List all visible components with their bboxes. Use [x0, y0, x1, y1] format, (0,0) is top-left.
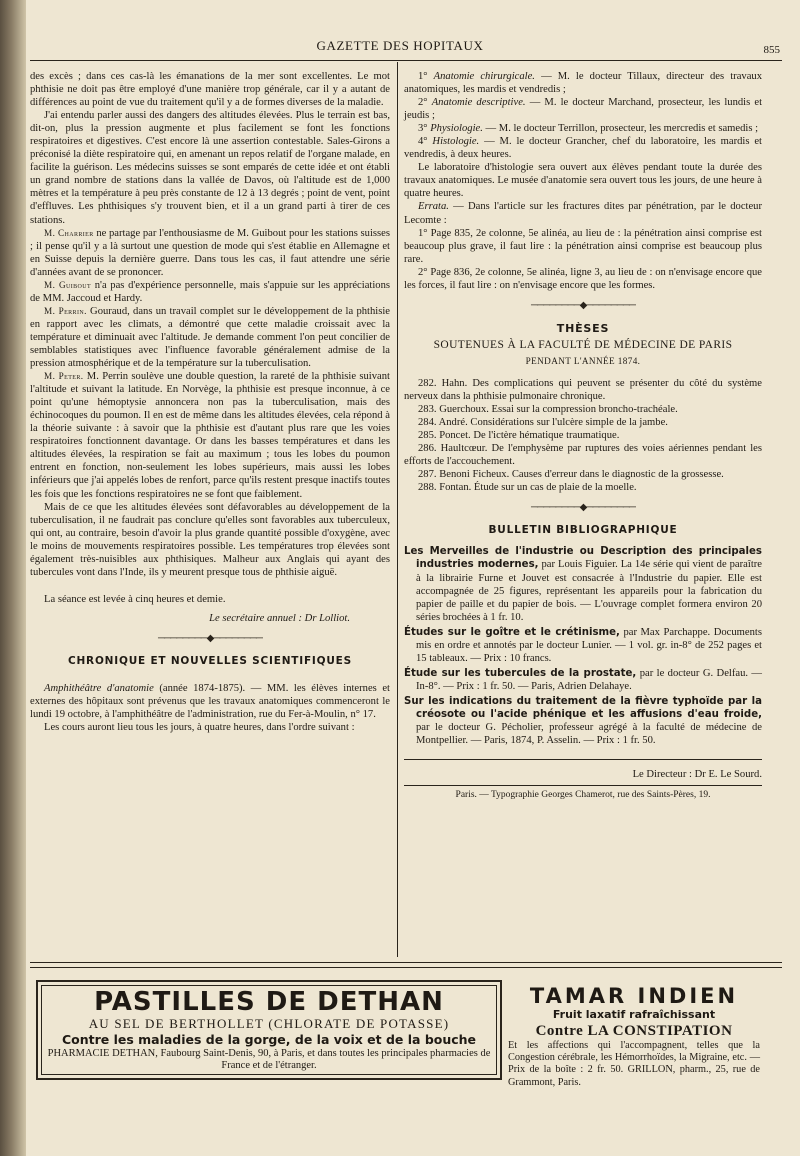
- chronique-heading: CHRONIQUE ET NOUVELLES SCIENTIFIQUES: [67, 654, 353, 667]
- ornamental-rule: ────────◆────────: [157, 632, 263, 644]
- paragraph: J'ai entendu parler aussi des dangers des altitudes élevées. Plus le terrain est bas, dit-on, plus la pression augmente et plus facilement se font les fonctions respiratoires et digestives. C'est encore là une assertion contestable. Sales-Girons a préconisé la diète respiratoire qui, en amenant un repos relatif de l'organe malade, en facilite la guérison. Les médecins suisses se sont emparés de cette idée et ont établi un grand nombre de stations dans la vallée de Davos, où l'altitude est de 1,000 mètres et la température à peu près constante de 12 à 13 degrés ; point de vent, point d'effluves. Les phthisiques s'y trouvent bien, et il a un grand parti à tirer de ces stations.: [30, 110, 390, 226]
- newspaper-title: GAZETTE DES HOPITAUX: [316, 38, 484, 53]
- these-item: 287. Benoni Ficheux. Causes d'erreur dans le diagnostic de la grossesse.: [418, 469, 724, 481]
- biblio-item: Études sur le goître et le crétinisme, par Max Parchappe. Documents mis en ordre et annotés par le docteur Lunier. — 1 vol. gr. in-8° de 252 pages et 15 tableaux. — Prix : 10 francs.: [404, 626, 762, 664]
- ad-details: Et les affections qui l'accompagnent, telles que la Congestion cérébrale, les Hémorrhoïdes, la Migraine, etc. — Prix de la boîte : 2 fr. 50. GRILLON, pharm., 25, rue de Grammont, Paris.: [508, 1040, 760, 1088]
- these-item: 283. Guerchoux. Essai sur la compression broncho-trachéale.: [418, 404, 678, 416]
- speaker-name: M. Peter.: [44, 371, 84, 382]
- footer-rule: [30, 962, 782, 968]
- speaker-name: M. Perrin.: [44, 305, 87, 316]
- course-subject: Anatomie descriptive.: [431, 97, 526, 109]
- these-item: 286. Haultcœur. De l'emphysème par ruptures des voies aériennes pendant les efforts de l'accouchement.: [404, 443, 762, 468]
- biblio-item: Les Merveilles de l'industrie ou Description des principales industries modernes, par Louis Figuier. La 14e série qui vient de paraître à la librairie Furne et Jouvet est consacrée à l'Industrie du papier. Elle est accompagnée de 25 figures, représentant les appareils pour la fabrication du papier de paille et du papier de bois. — L'ouvrage complet formera environ 20 séries brochées à 1 fr. 10.: [404, 546, 762, 623]
- these-item: 284. André. Considérations sur l'ulcère simple de la jambe.: [418, 417, 668, 429]
- biblio-title: Les Merveilles de l'industrie ou Description des principales industries modernes,: [404, 546, 762, 571]
- header-rule: [30, 60, 782, 61]
- lab-note: Le laboratoire d'histologie sera ouvert aux élèves pendant toute la durée des travaux anatomiques. Le musée d'anatomie sera ouvert tous les jours, de une heure à quatre heures.: [404, 162, 762, 200]
- these-item: 288. Fontan. Étude sur un cas de plaie de la moelle.: [418, 482, 637, 494]
- column-divider: [397, 62, 398, 957]
- ornamental-rule: ────────◆────────: [530, 299, 636, 311]
- course-subject: Anatomie chirurgicale.: [433, 71, 535, 82]
- these-item: 282. Hahn. Des complications qui peuvent se présenter du côté du système nerveux dans la phthisie pulmonaire chronique.: [404, 377, 762, 402]
- book-binding-edge: [0, 0, 26, 1156]
- biblio-title: Sur les indications du traitement de la fièvre typhoïde par la créosote ou l'acide phénique et les affusions d'eau froide,: [404, 695, 762, 720]
- chronique-text: (année 1874-1875). — MM. les élèves internes et externes des hôpitaux sont prévenus que les travaux anatomiques commenceront le lundi 19 octobre, à l'amphithéâtre de l'administration, rue du Fer-à-Moulin, n° 17.: [30, 682, 390, 721]
- left-column: [30, 70, 390, 734]
- errata-intro: Errata. — Dans l'article sur les fractures dites par pénétration, par le docteur Lecomte :: [404, 201, 762, 226]
- speaker-paragraph-perrin: [30, 305, 390, 370]
- divider: [404, 759, 762, 760]
- course-subject: Histologie.: [432, 136, 480, 148]
- speaker-name: M. Charrier: [44, 227, 94, 238]
- errata-item: 2° Page 836, 2e colonne, 5e alinéa, ligne 3, au lieu de : on n'envisage encore que les forces, il faut lire : on n'envisage encore que les formes.: [404, 266, 762, 291]
- biblio-item: Sur les indications du traitement de la fièvre typhoïde par la créosote ou l'acide phénique et les affusions d'eau froide, par le docteur G. Pécholier, professeur agrégé à la faculté de médecine de Montpellier. — Paris, 1874, P. Asselin. — Prix : 1 fr. 50.: [404, 695, 762, 747]
- course-item: 1° Anatomie chirurgicale. — M. le docteur Tillaux, directeur des travaux anatomiques, les mardis et vendredis ;: [404, 71, 762, 96]
- right-column: [404, 70, 762, 802]
- page-number: 855: [763, 44, 780, 56]
- ad-divider: [500, 985, 501, 1080]
- ad-subtitle: AU SEL DE BERTHOLLET (CHLORATE DE POTASSE): [88, 1016, 450, 1031]
- theses-subtitle: SOUTENUES À LA FACULTÉ DE MÉDECINE DE PARIS: [433, 338, 733, 351]
- speaker-text: M. Perrin soulève une double question, la rareté de la phthisie suivant l'altitude et suivant la latitude. En Norvège, la phthisie est presque inconnue, à ce point qu'une hémoptysie annoncera non pas la tuberculisation, mais des échinocoques du poumon. Il en est de même dans les altitudes élevées, cela répond à la théorie suivante : à savoir que la phthisie est d'autant plus rare que les voies respiratoires fonctionnent davantage. Or dans les basses températures et dans les altitudes élevées, la respiration se fait au maximum ; tous les lobes du poumon entrent en fonction, non-seulement les lobes supérieurs, mais aussi les lobes inférieurs que j'ai appelés lobes de renfort, parce qu'ils restent presque inactifs toutes les fois que les fonctions respiratoires ne se font que faiblement.: [30, 371, 390, 500]
- errata-item: 1° Page 835, 2e colonne, 5e alinéa, au lieu de : la pénétration ainsi comprise est beaucoup plus grave, il faut lire : la pénétration ainsi comprise est beaucoup plus rare.: [404, 227, 762, 265]
- theses-heading: THÈSES: [556, 321, 610, 335]
- printer-imprint: Paris. — Typographie Georges Chamerot, rue des Saints-Pères, 19.: [455, 790, 711, 801]
- speaker-text: Gouraud, dans un travail complet sur le développement de la phthisie en rapport avec les climats, a démontré que cette maladie croissait avec la température et diminuait avec l'altitude. Je demande comment l'on peut concilier de semblables statistiques avec l'influence favorable généralement admise de la pression atmosphérique et de la température sur la tuberculisation.: [30, 305, 390, 370]
- theses-period: PENDANT L'ANNÉE 1874.: [525, 355, 641, 366]
- director-signature: Le Directeur : Dr E. Le Sourd.: [632, 769, 762, 781]
- ornamental-rule: ────────◆────────: [530, 502, 636, 514]
- speaker-text: n'a pas d'expérience personnelle, mais s'appuie sur les appréciations de MM. Jaccoud et Hardy.: [30, 279, 391, 304]
- secretary-signature: Le secrétaire annuel : Dr Lolliot.: [209, 612, 350, 624]
- divider: [404, 785, 762, 786]
- advertisement-pastilles: [36, 980, 502, 1080]
- chronique-lead: Amphithéâtre d'anatomie: [44, 682, 154, 694]
- paragraph: Les cours auront lieu tous les jours, à quatre heures, dans l'ordre suivant :: [44, 722, 355, 734]
- ad-title: PASTILLES DE DETHAN: [94, 987, 444, 1017]
- session-closing: La séance est levée à cinq heures et demie.: [44, 593, 226, 605]
- speaker-text: ne partage par l'enthousiasme de M. Guibout pour les stations suisses ; il pense qu'il y a là surtout une question de mode qui s'est établie en Allemagne et en Suisse depuis la dernière guerre. Dans tous les cas, il faut attendre une série d'années avant de se prononcer.: [30, 227, 390, 278]
- speaker-name: M. Guibout: [44, 279, 92, 290]
- paragraph: Mais de ce que les altitudes élevées sont défavorables au développement de la tuberculisation, il ne faudrait pas conclure qu'elles sont favorables aux tuberculeux, qui ont, au contraire, besoin d'avoir la plus grande quantité possible d'oxygène, avec le moins de mouvements respiratoires possible. Les températures trop élevées sont également très-nuisibles aux phthisiques. Malheur aux Anglais qui ayant des tubercules vont dans l'Inde, ils y meurent presque tous de phthisie aiguë.: [30, 501, 390, 578]
- course-item: 2° Anatomie descriptive. — M. le docteur Marchand, prosecteur, les lundis et jeudis ;: [404, 97, 763, 122]
- speaker-paragraph-peter: [30, 370, 390, 500]
- course-subject: Physiologie.: [430, 123, 483, 135]
- errata-lead: Errata.: [418, 201, 449, 213]
- biblio-item: Étude sur les tubercules de la prostate, par le docteur G. Delfau. — In-8°. — Prix : 1 fr. 50. — Paris, Adrien Delahaye.: [404, 667, 762, 692]
- ad-title: TAMAR INDIEN: [529, 984, 739, 1008]
- advertisement-tamar: [506, 980, 762, 1088]
- ad-subtitle: Fruit laxatif rafraîchissant: [552, 1008, 716, 1021]
- course-item: 4° Histologie. — M. le docteur Grancher, chef du laboratoire, les mardis et vendredis, à deux heures.: [404, 136, 763, 161]
- biblio-heading: BULLETIN BIBLIOGRAPHIQUE: [488, 524, 678, 537]
- ad-indication: Contre LA CONSTIPATION: [535, 1023, 733, 1039]
- course-item: 3° Physiologie. — M. le docteur Terrillon, prosecteur, les mercredis et samedis ;: [418, 123, 759, 135]
- speaker-paragraph-charrier: [30, 227, 390, 279]
- ad-address: PHARMACIE DETHAN, Faubourg Saint-Denis, 90, à Paris, et dans toutes les principales pharmacies de France et de l'étranger.: [47, 1048, 491, 1071]
- biblio-title: Étude sur les tubercules de la prostate,: [404, 667, 637, 679]
- biblio-title: Études sur le goître et le crétinisme,: [404, 626, 620, 638]
- these-item: 285. Poncet. De l'ictère hématique traumatique.: [418, 430, 620, 442]
- chronique-paragraph: [30, 682, 390, 721]
- ad-indication: Contre les maladies de la gorge, de la voix et de la bouche: [61, 1032, 477, 1047]
- paragraph: des excès ; dans ces cas-là les émanations de la mer sont excellentes. Le mot phthisie ne doit pas être employé d'une manière trop générale, car il y a autant de différences au point de vue du traitement qu'il y a de formes diverses de la maladie.: [30, 71, 390, 109]
- speaker-paragraph-guibout: [30, 279, 390, 305]
